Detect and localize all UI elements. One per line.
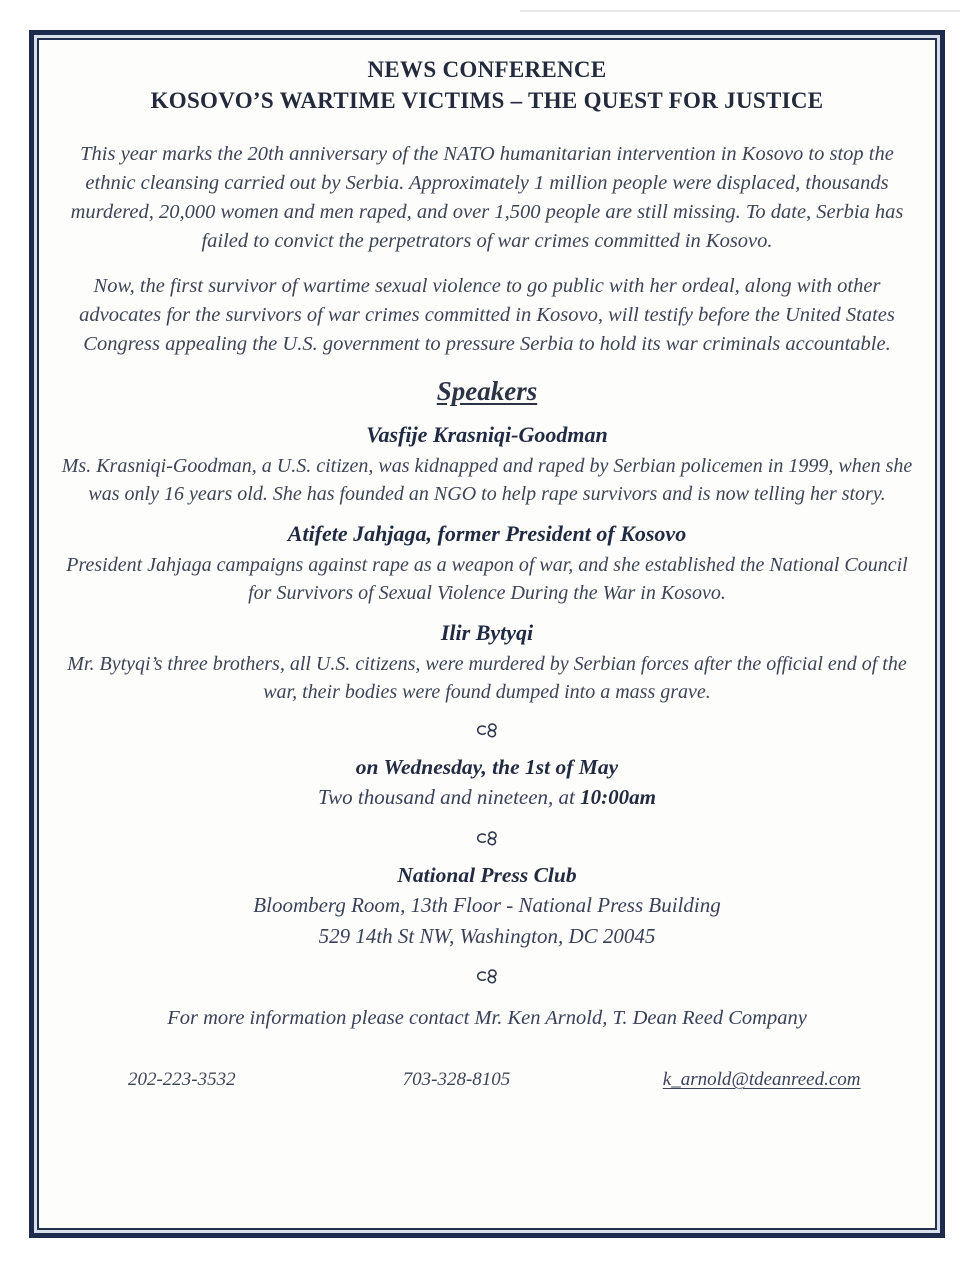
contact-info-line: For more information please contact Mr. Ken Arnold, T. Dean Reed Company (167, 1007, 807, 1029)
flyer-page (37, 38, 937, 1230)
email-link[interactable]: k_arnold@tdeanreed.com (662, 1069, 861, 1090)
flyer-title-line2: KOSOVO’S WARTIME VICTIMS – THE QUEST FOR JUSTICE (150, 88, 824, 113)
scan-artifact-line (520, 10, 960, 12)
section-divider-icon (51, 828, 923, 848)
speaker-bio: President Jahjaga campaigns against rape as a weapon of war, and she established the National Council for Survivors of Sexual Violence During the War in Kosovo. (66, 554, 908, 604)
event-date-line: on Wednesday, the 1st of May (355, 755, 619, 779)
speakers-heading: Speakers (436, 376, 538, 406)
speaker-name: Atifete Jahjaga, former President of Kosovo (287, 521, 687, 546)
event-time-value: 10:00am (580, 785, 656, 809)
speaker-bio: Mr. Bytyqi’s three brothers, all U.S. citizens, were murdered by Serbian forces after the official end of the war, their bodies were found dumped into a mass grave. (67, 653, 907, 703)
section-divider-icon (51, 966, 923, 986)
flyer-title-line1: NEWS CONFERENCE (367, 57, 607, 82)
event-time-line (51, 782, 923, 812)
event-time-prefix: Two thousand and nineteen, at (318, 785, 581, 809)
intro-paragraph-2: Now, the first survivor of wartime sexual violence to go public with her ordeal, along with other advocates for the survivors of war crimes committed in Kosovo, will testify before the United States Congress appealing the U.S. government to pressure Serbia to hold its war criminals accountable. (79, 275, 895, 355)
venue-address-line1: Bloomberg Room, 13th Floor - National Press Building (253, 893, 721, 917)
speaker-name: Vasfije Krasniqi-Goodman (366, 422, 608, 447)
speaker-bio: Ms. Krasniqi-Goodman, a U.S. citizen, was kidnapped and raped by Serbian policemen in 1999, when she was only 16 years old. She has founded an NGO to help rape survivors and is now telling her story. (61, 455, 913, 505)
section-divider-icon (51, 720, 923, 740)
venue-address-line2: 529 14th St NW, Washington, DC 20045 (318, 924, 656, 948)
flyer-outer-frame (29, 30, 945, 1238)
phone-number-2: 703-328-8105 (402, 1069, 511, 1090)
speakers-section (51, 359, 923, 706)
venue-name: National Press Club (397, 863, 577, 887)
phone-number-1: 202-223-3532 (127, 1069, 236, 1090)
intro-paragraph-1: This year marks the 20th anniversary of the NATO humanitarian intervention in Kosovo to stop the ethnic cleansing carried out by Serbia. Approximately 1 million people were displaced, thousands murdered, 20,000 women and men raped, and over 1,500 people are still missing. To date, Serbia has failed to convict the perpetrators of war crimes committed in Kosovo. (70, 143, 904, 252)
speaker-name: Ilir Bytyqi (440, 620, 534, 645)
contact-row (51, 1069, 923, 1091)
